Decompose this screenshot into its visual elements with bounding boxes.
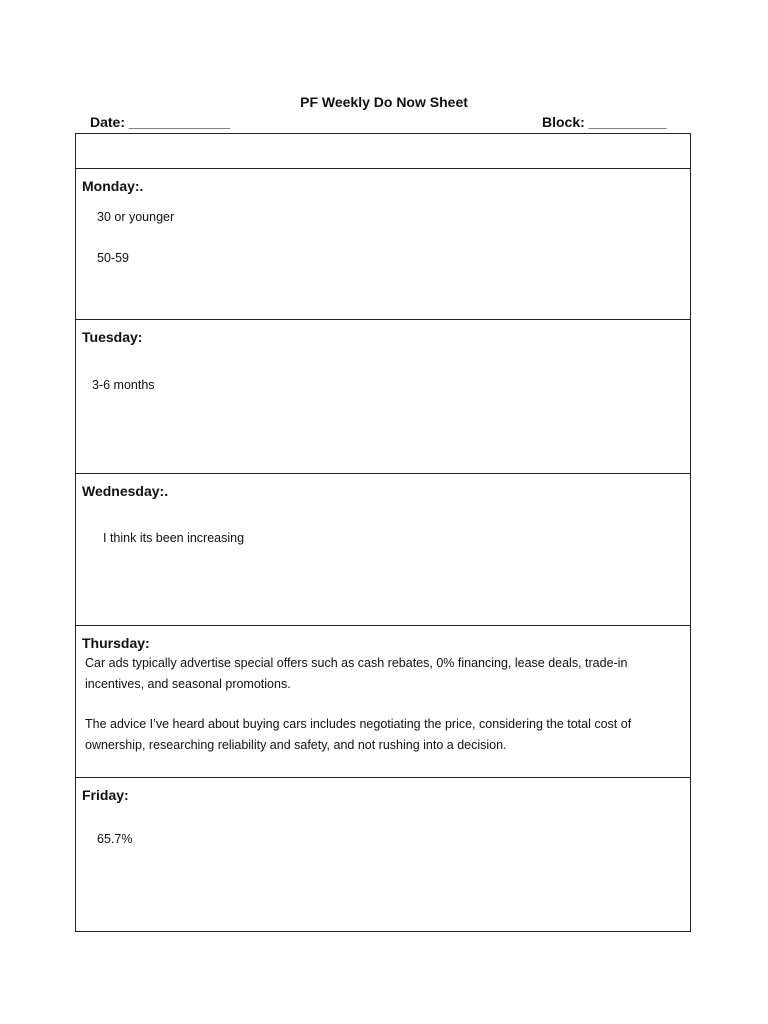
wednesday-section bbox=[76, 474, 690, 626]
friday-label: Friday: bbox=[82, 787, 129, 803]
friday-section bbox=[76, 778, 690, 931]
monday-section bbox=[76, 169, 690, 320]
thursday-answer-1: Car ads typically advertise special offers such as cash rebates, 0% financing, lease deals, trade-in incentives, and seasonal promotions. bbox=[85, 656, 631, 691]
date-field-label: Date: _____________ bbox=[90, 114, 231, 130]
monday-label: Monday:. bbox=[82, 178, 144, 194]
tuesday-answer-1: 3-6 months bbox=[92, 378, 155, 392]
friday-answer-1: 65.7% bbox=[97, 832, 133, 846]
monday-answer-1: 30 or younger bbox=[97, 210, 175, 224]
monday-answer-2: 50-59 bbox=[97, 251, 129, 265]
thursday-section bbox=[76, 626, 690, 778]
wednesday-answer-1: I think its been increasing bbox=[103, 531, 245, 545]
tuesday-label: Tuesday: bbox=[82, 329, 143, 345]
block-field-label: Block: __________ bbox=[542, 114, 667, 130]
blank-header-row bbox=[76, 134, 690, 169]
tuesday-section bbox=[76, 320, 690, 474]
do-now-table bbox=[75, 133, 691, 932]
thursday-label: Thursday: bbox=[82, 635, 150, 651]
page-title: PF Weekly Do Now Sheet bbox=[300, 94, 468, 110]
wednesday-label: Wednesday:. bbox=[82, 483, 169, 499]
thursday-answer-2: The advice I’ve heard about buying cars includes negotiating the price, considering the total cost of ownership, researching reliability and safety, and not rushing into a decision. bbox=[85, 717, 635, 752]
